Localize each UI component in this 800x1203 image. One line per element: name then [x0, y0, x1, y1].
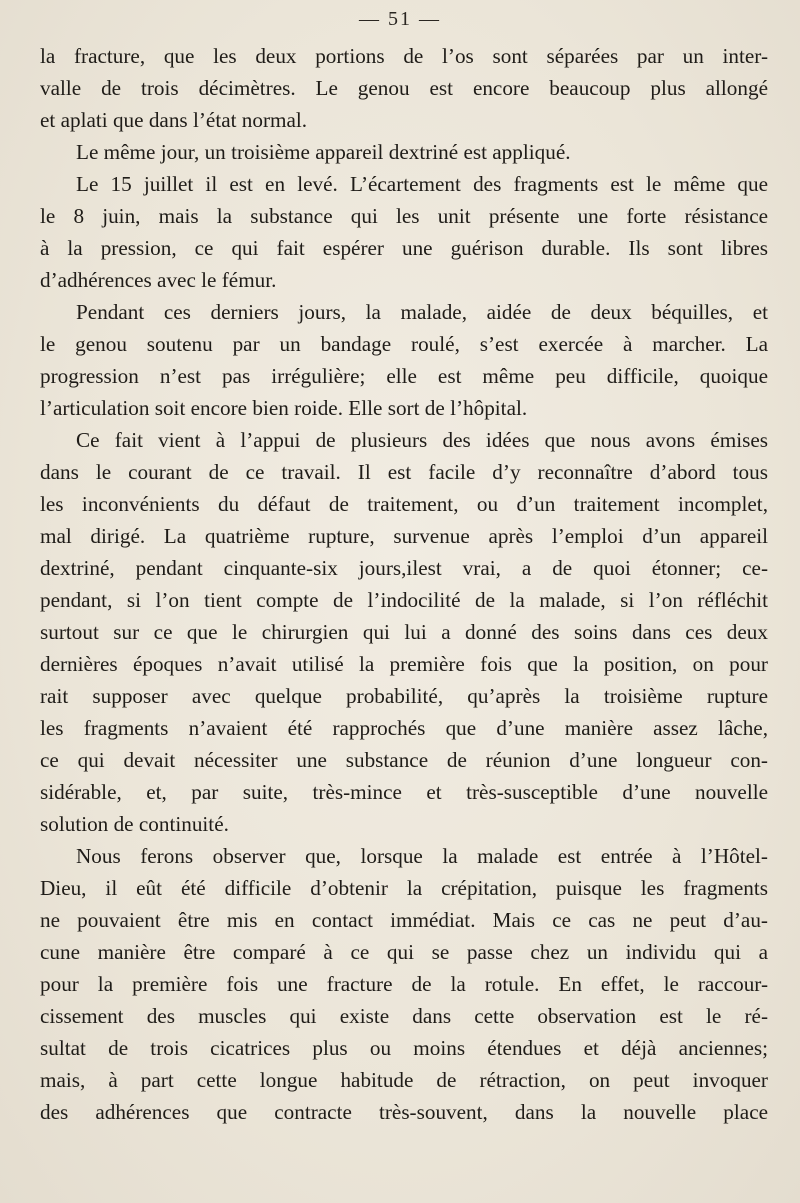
- text-line: sidérable, et, par suite, très-mince et très-susceptible d’une nouvelle: [40, 780, 768, 804]
- text-line: à la pression, ce qui fait espérer une guérison durable. Ils sont libres: [40, 236, 768, 260]
- text-line: valle de trois décimètres. Le genou est encore beaucoup plus allongé: [40, 76, 768, 100]
- text-line: mal dirigé. La quatrième rupture, survenue après l’emploi d’un appareil: [40, 524, 768, 548]
- text-line: Le même jour, un troisième appareil dextriné est appliqué.: [76, 140, 571, 164]
- text-line: Dieu, il eût été difficile d’obtenir la crépitation, puisque les fragments: [40, 876, 768, 900]
- text-line: cissement des muscles qui existe dans cette observation est le ré-: [40, 1004, 768, 1028]
- text-line: Pendant ces derniers jours, la malade, aidée de deux béquilles, et: [76, 300, 768, 324]
- text-line: dans le courant de ce travail. Il est facile d’y reconnaître d’abord tous: [40, 460, 768, 484]
- text-line: le genou soutenu par un bandage roulé, s’est exercée à marcher. La: [40, 332, 768, 356]
- text-line: solution de continuité.: [40, 812, 229, 836]
- text-line: rait supposer avec quelque probabilité, qu’après la troisième rupture: [40, 684, 768, 708]
- text-line: ne pouvaient être mis en contact immédiat. Mais ce cas ne peut d’au-: [40, 908, 768, 932]
- text-line: d’adhérences avec le fémur.: [40, 268, 277, 292]
- text-line: surtout sur ce que le chirurgien qui lui a donné des soins dans ces deux: [40, 620, 768, 644]
- text-line: sultat de trois cicatrices plus ou moins étendues et déjà anciennes;: [40, 1036, 768, 1060]
- body-text: [40, 40, 768, 1128]
- text-line: cune manière être comparé à ce qui se passe chez un individu qui a: [40, 940, 768, 964]
- text-line: ce qui devait nécessiter une substance de réunion d’une longueur con-: [40, 748, 768, 772]
- text-line: mais, à part cette longue habitude de rétraction, on peut invoquer: [40, 1068, 768, 1092]
- text-line: pendant, si l’on tient compte de l’indocilité de la malade, si l’on réfléchit: [40, 588, 768, 612]
- text-line: dernières époques n’avait utilisé la première fois que la position, on pour: [40, 652, 768, 676]
- text-line: pour la première fois une fracture de la rotule. En effet, le raccour-: [40, 972, 768, 996]
- text-line: Le 15 juillet il est en levé. L’écartement des fragments est le même que: [76, 172, 768, 196]
- text-line: l’articulation soit encore bien roide. Elle sort de l’hôpital.: [40, 396, 528, 420]
- page-number: — 51 —: [359, 8, 441, 30]
- text-line: les fragments n’avaient été rapprochés que d’une manière assez lâche,: [40, 716, 768, 740]
- text-line: les inconvénients du défaut de traitement, ou d’un traitement incomplet,: [40, 492, 768, 516]
- text-line: la fracture, que les deux portions de l’os sont séparées par un inter-: [40, 44, 768, 68]
- text-line: le 8 juin, mais la substance qui les unit présente une forte résistance: [40, 204, 768, 228]
- text-line: et aplati que dans l’état normal.: [40, 108, 308, 132]
- text-line: Ce fait vient à l’appui de plusieurs des idées que nous avons émises: [76, 428, 768, 452]
- text-line: des adhérences que contracte très-souvent, dans la nouvelle place: [40, 1100, 768, 1124]
- text-line: Nous ferons observer que, lorsque la malade est entrée à l’Hôtel-: [76, 844, 768, 868]
- text-line: dextriné, pendant cinquante-six jours,ilest vrai, a de quoi étonner; ce-: [40, 556, 768, 580]
- text-line: progression n’est pas irrégulière; elle est même peu difficile, quoique: [40, 364, 768, 388]
